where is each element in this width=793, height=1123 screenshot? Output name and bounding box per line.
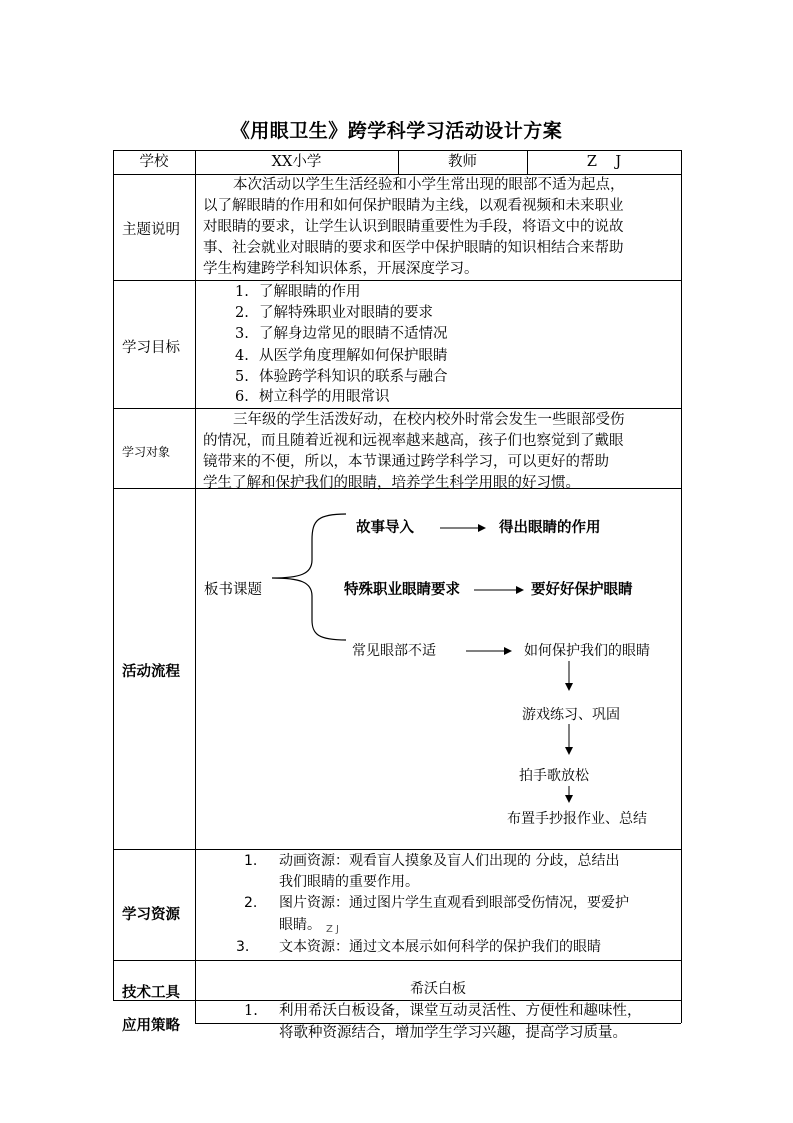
school-value: XX小学 xyxy=(271,154,322,170)
goal-number: 4. xyxy=(235,348,249,364)
audience-line: 镜带来的不便，所以，本节课通过跨学科学习，可以更好的帮助 xyxy=(203,454,609,470)
goal-item: 体验跨学科知识的联系与融合 xyxy=(259,369,448,385)
flow-node: 如何保护我们的眼睛 xyxy=(524,643,650,659)
resource-item: 动画资源：观看盲人摸象及盲人们出现的 分歧，总结出 xyxy=(279,853,620,869)
goal-item: 树立科学的用眼常识 xyxy=(259,389,390,405)
goal-item: 从医学角度理解如何保护眼睛 xyxy=(259,348,448,364)
school-label: 学校 xyxy=(139,154,169,170)
theme-line: 本次活动以学生生活经验和小学生常出现的眼部不适为起点， xyxy=(233,177,625,193)
audience-label: 学习对象 xyxy=(122,445,171,459)
flow-node: 拍手歌放松 xyxy=(519,768,589,784)
flow-node: 特殊职业眼睛要求 xyxy=(344,581,460,598)
audience-line: 学生了解和保护我们的眼睛，培养学生科学用眼的好习惯。 xyxy=(203,475,580,491)
audience-line: 三年级的学生活泼好动，在校内校外时常会发生一些眼部受伤 xyxy=(233,412,625,428)
goal-number: 2. xyxy=(235,305,249,321)
theme-line: 事、社会就业对眼睛的要求和医学中保护眼睛的知识相结合来帮助 xyxy=(203,240,624,256)
goals-label: 学习目标 xyxy=(122,340,180,356)
resource-item: 文本资源：通过文本展示如何科学的保护我们的眼睛 xyxy=(279,939,601,955)
goal-number: 1. xyxy=(235,284,249,300)
goal-item: 了解身边常见的眼睛不适情况 xyxy=(259,326,448,342)
theme-line: 对眼睛的要求，让学生认识到眼睛重要性为手段，将语文中的说故 xyxy=(203,219,624,235)
watermark-mark: Z J xyxy=(326,924,339,935)
resource-item-cont: 眼睛。 xyxy=(279,917,321,933)
flow-node: 常见眼部不适 xyxy=(352,643,436,659)
resource-number: 2. xyxy=(244,895,258,911)
teacher-label: 教师 xyxy=(448,154,477,170)
theme-label: 主题说明 xyxy=(122,222,180,238)
page-title: 《用眼卫生》跨学科学习活动设计方案 xyxy=(230,120,563,142)
brace-icon xyxy=(272,514,346,640)
flow-node: 布置手抄报作业、总结 xyxy=(507,811,647,827)
flow-node: 游戏练习、巩固 xyxy=(522,707,620,723)
goal-number: 3. xyxy=(235,326,249,342)
flow-node: 得出眼睛的作用 xyxy=(499,519,601,536)
tools-value: 希沃白板 xyxy=(410,981,466,997)
teacher-value: Z J xyxy=(586,154,622,170)
resources-label: 学习资源 xyxy=(122,907,180,923)
strategy-label: 应用策略 xyxy=(122,1018,180,1034)
resource-number: 1. xyxy=(244,853,258,869)
tools-label: 技术工具 xyxy=(122,985,180,1001)
resource-item: 图片资源：通过图片学生直观看到眼部受伤情况，要爱护 xyxy=(279,895,629,911)
goal-item: 了解特殊职业对眼睛的要求 xyxy=(259,305,433,321)
resource-number: 3. xyxy=(236,939,250,955)
goal-item: 了解眼睛的作用 xyxy=(259,284,361,300)
theme-line: 以了解眼睛的作用和如何保护眼睛为主线，以观看视频和未来职业 xyxy=(203,198,624,214)
resource-item-cont: 我们眼睛的重要作用。 xyxy=(279,874,419,890)
audience-line: 的情况，而且随着近视和远视率越来越高，孩子们也察觉到了戴眼 xyxy=(203,433,624,449)
strategy-line: 将歌种资源结合，增加学生学习兴趣，提高学习质量。 xyxy=(279,1025,627,1041)
strategy-line: 利用希沃白板设备，课堂互动灵活性、方便性和趣味性， xyxy=(279,1003,642,1019)
flow-label: 活动流程 xyxy=(122,664,180,680)
theme-line: 学生构建跨学科知识体系，开展深度学习。 xyxy=(203,261,479,277)
strategy-number: 1. xyxy=(244,1003,258,1019)
goal-number: 6. xyxy=(235,389,249,405)
flow-node: 要好好保护眼睛 xyxy=(531,581,633,598)
goal-number: 5. xyxy=(235,369,249,385)
board-title: 板书课题 xyxy=(204,582,262,598)
flow-node: 故事导入 xyxy=(356,519,414,536)
